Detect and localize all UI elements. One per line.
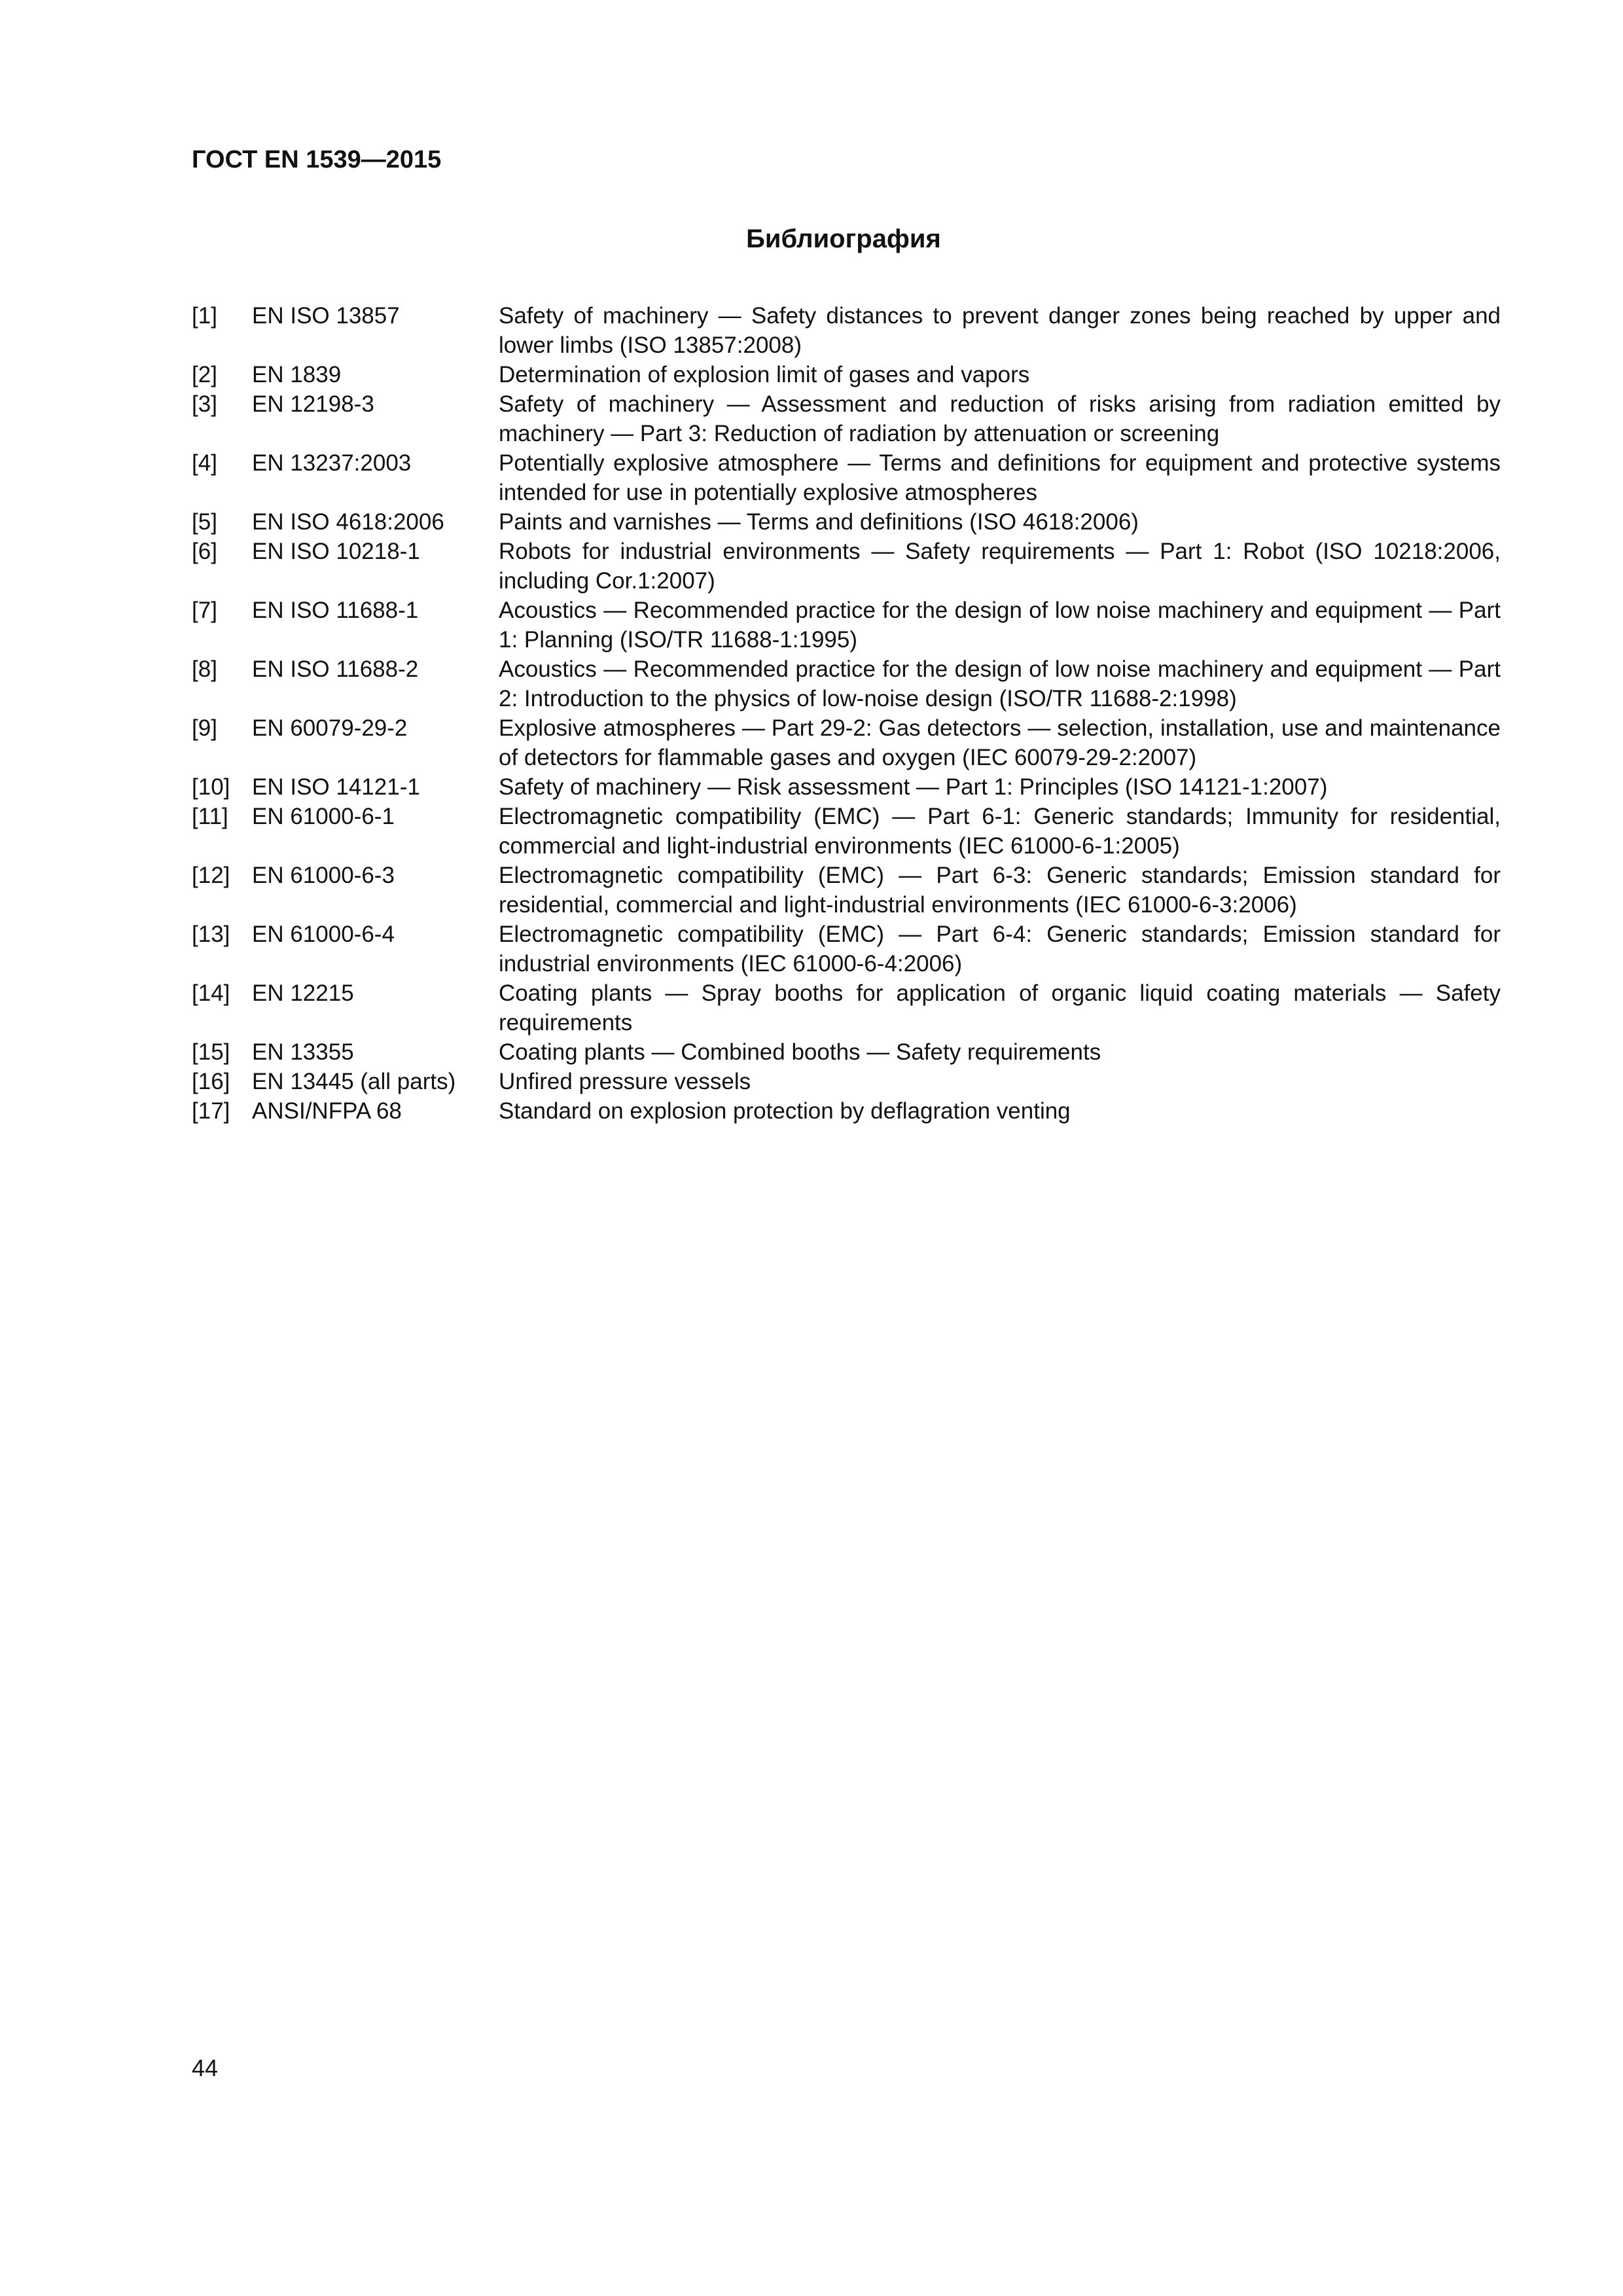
document-header: ГОСТ EN 1539—2015 [192,146,442,173]
entry-number: [17] [192,1098,230,1124]
entry-number: [12] [192,863,230,888]
standard-code: EN 12198-3 [252,391,374,417]
standard-code: EN ISO 11688-2 [252,656,419,682]
standard-title: Unfired pressure vessels [499,1069,751,1094]
bibliography-entry [192,1037,1501,1067]
standard-title: Safety of machinery — Assessment and reduction of risks arising from radiation emitted by machinery — Part 3: Reduction of radiation by attenuation or screening [499,391,1501,446]
entry-number: [8] [192,656,217,682]
bibliography-entry [192,655,1501,713]
standard-title: Electromagnetic compatibility (EMC) — Part 6-3: Generic standards; Emission standard for residential, commercial and light-industrial environments (IEC 61000-6-3:2006) [499,863,1501,918]
bibliography-entry [192,448,1501,507]
standard-code: EN ISO 10218-1 [252,539,420,564]
bibliography-entry [192,1096,1501,1126]
bibliography-entry [192,861,1501,920]
standard-title: Determination of explosion limit of gases and vapors [499,362,1030,387]
standard-code: EN ISO 11688-1 [252,598,419,623]
entry-number: [3] [192,391,217,417]
standard-code: EN ISO 4618:2006 [252,509,444,535]
standard-code: EN 61000-6-3 [252,863,395,888]
entry-number: [11] [192,804,228,829]
page-title: Библиография [746,224,941,253]
standard-title: Electromagnetic compatibility (EMC) — Part 6-4: Generic standards; Emission standard for industrial environments (IEC 61000-6-4:2006) [499,922,1501,977]
standard-title: Paints and varnishes — Terms and definitions (ISO 4618:2006) [499,509,1139,535]
standard-code: EN 61000-6-4 [252,922,395,947]
entry-number: [14] [192,980,230,1006]
bibliography-entry [192,978,1501,1037]
standard-code: EN 13237:2003 [252,450,412,476]
standard-code: EN 13445 (all parts) [252,1069,456,1094]
standard-title: Acoustics — Recommended practice for the design of low noise machinery and equipment — Part 1: Planning (ISO/TR 11688-1:1995) [499,598,1501,653]
entry-number: [5] [192,509,217,535]
bibliography-entry [192,537,1501,596]
standard-code: EN ISO 13857 [252,303,400,329]
standard-code: ANSI/NFPA 68 [252,1098,402,1124]
bibliography-entry [192,301,1501,360]
standard-title: Acoustics — Recommended practice for the design of low noise machinery and equipment — Part 2: Introduction to the physics of low-noise design (ISO/TR 11688-2:1998) [499,656,1501,711]
entry-number: [2] [192,362,217,387]
entry-number: [7] [192,598,217,623]
standard-code: EN ISO 14121-1 [252,774,420,800]
entry-number: [15] [192,1039,230,1065]
bibliography-entry [192,920,1501,978]
bibliography-entry [192,1067,1501,1096]
bibliography-entry [192,713,1501,772]
entry-number: [10] [192,774,230,800]
standard-title: Safety of machinery — Risk assessment — Part 1: Principles (ISO 14121-1:2007) [499,774,1328,800]
entry-number: [1] [192,303,217,329]
standard-title: Coating plants — Combined booths — Safety requirements [499,1039,1101,1065]
standard-title: Standard on explosion protection by deflagration venting [499,1098,1071,1124]
entry-number: [13] [192,922,230,947]
entry-number: [6] [192,539,217,564]
standard-title: Potentially explosive atmosphere — Terms and definitions for equipment and protective systems intended for use in potentially explosive atmospheres [499,450,1501,505]
bibliography-entry [192,360,1501,389]
bibliography-entry [192,772,1501,802]
standard-title: Explosive atmospheres — Part 29-2: Gas detectors — selection, installation, use and maintenance of detectors for flammable gases and oxygen (IEC 60079-29-2:2007) [499,715,1501,770]
standard-title: Robots for industrial environments — Safety requirements — Part 1: Robot (ISO 10218:2006, including Cor.1:2007) [499,539,1501,594]
standard-code: EN 60079-29-2 [252,715,408,741]
bibliography-list [192,301,1501,1126]
standard-title: Safety of machinery — Safety distances to prevent danger zones being reached by upper and lower limbs (ISO 13857:2008) [499,303,1501,358]
standard-code: EN 12215 [252,980,354,1006]
standard-code: EN 1839 [252,362,342,387]
standard-code: EN 61000-6-1 [252,804,395,829]
entry-number: [16] [192,1069,230,1094]
standard-code: EN 13355 [252,1039,354,1065]
standard-title: Coating plants — Spray booths for application of organic liquid coating materials — Safety requirements [499,980,1501,1035]
bibliography-entry [192,389,1501,448]
standard-title: Electromagnetic compatibility (EMC) — Part 6-1: Generic standards; Immunity for residential, commercial and light-industrial environments (IEC 61000-6-1:2005) [499,804,1501,859]
bibliography-entry [192,596,1501,655]
bibliography-entry [192,802,1501,861]
entry-number: [9] [192,715,217,741]
page-number: 44 [192,2054,219,2081]
entry-number: [4] [192,450,217,476]
bibliography-entry [192,507,1501,537]
